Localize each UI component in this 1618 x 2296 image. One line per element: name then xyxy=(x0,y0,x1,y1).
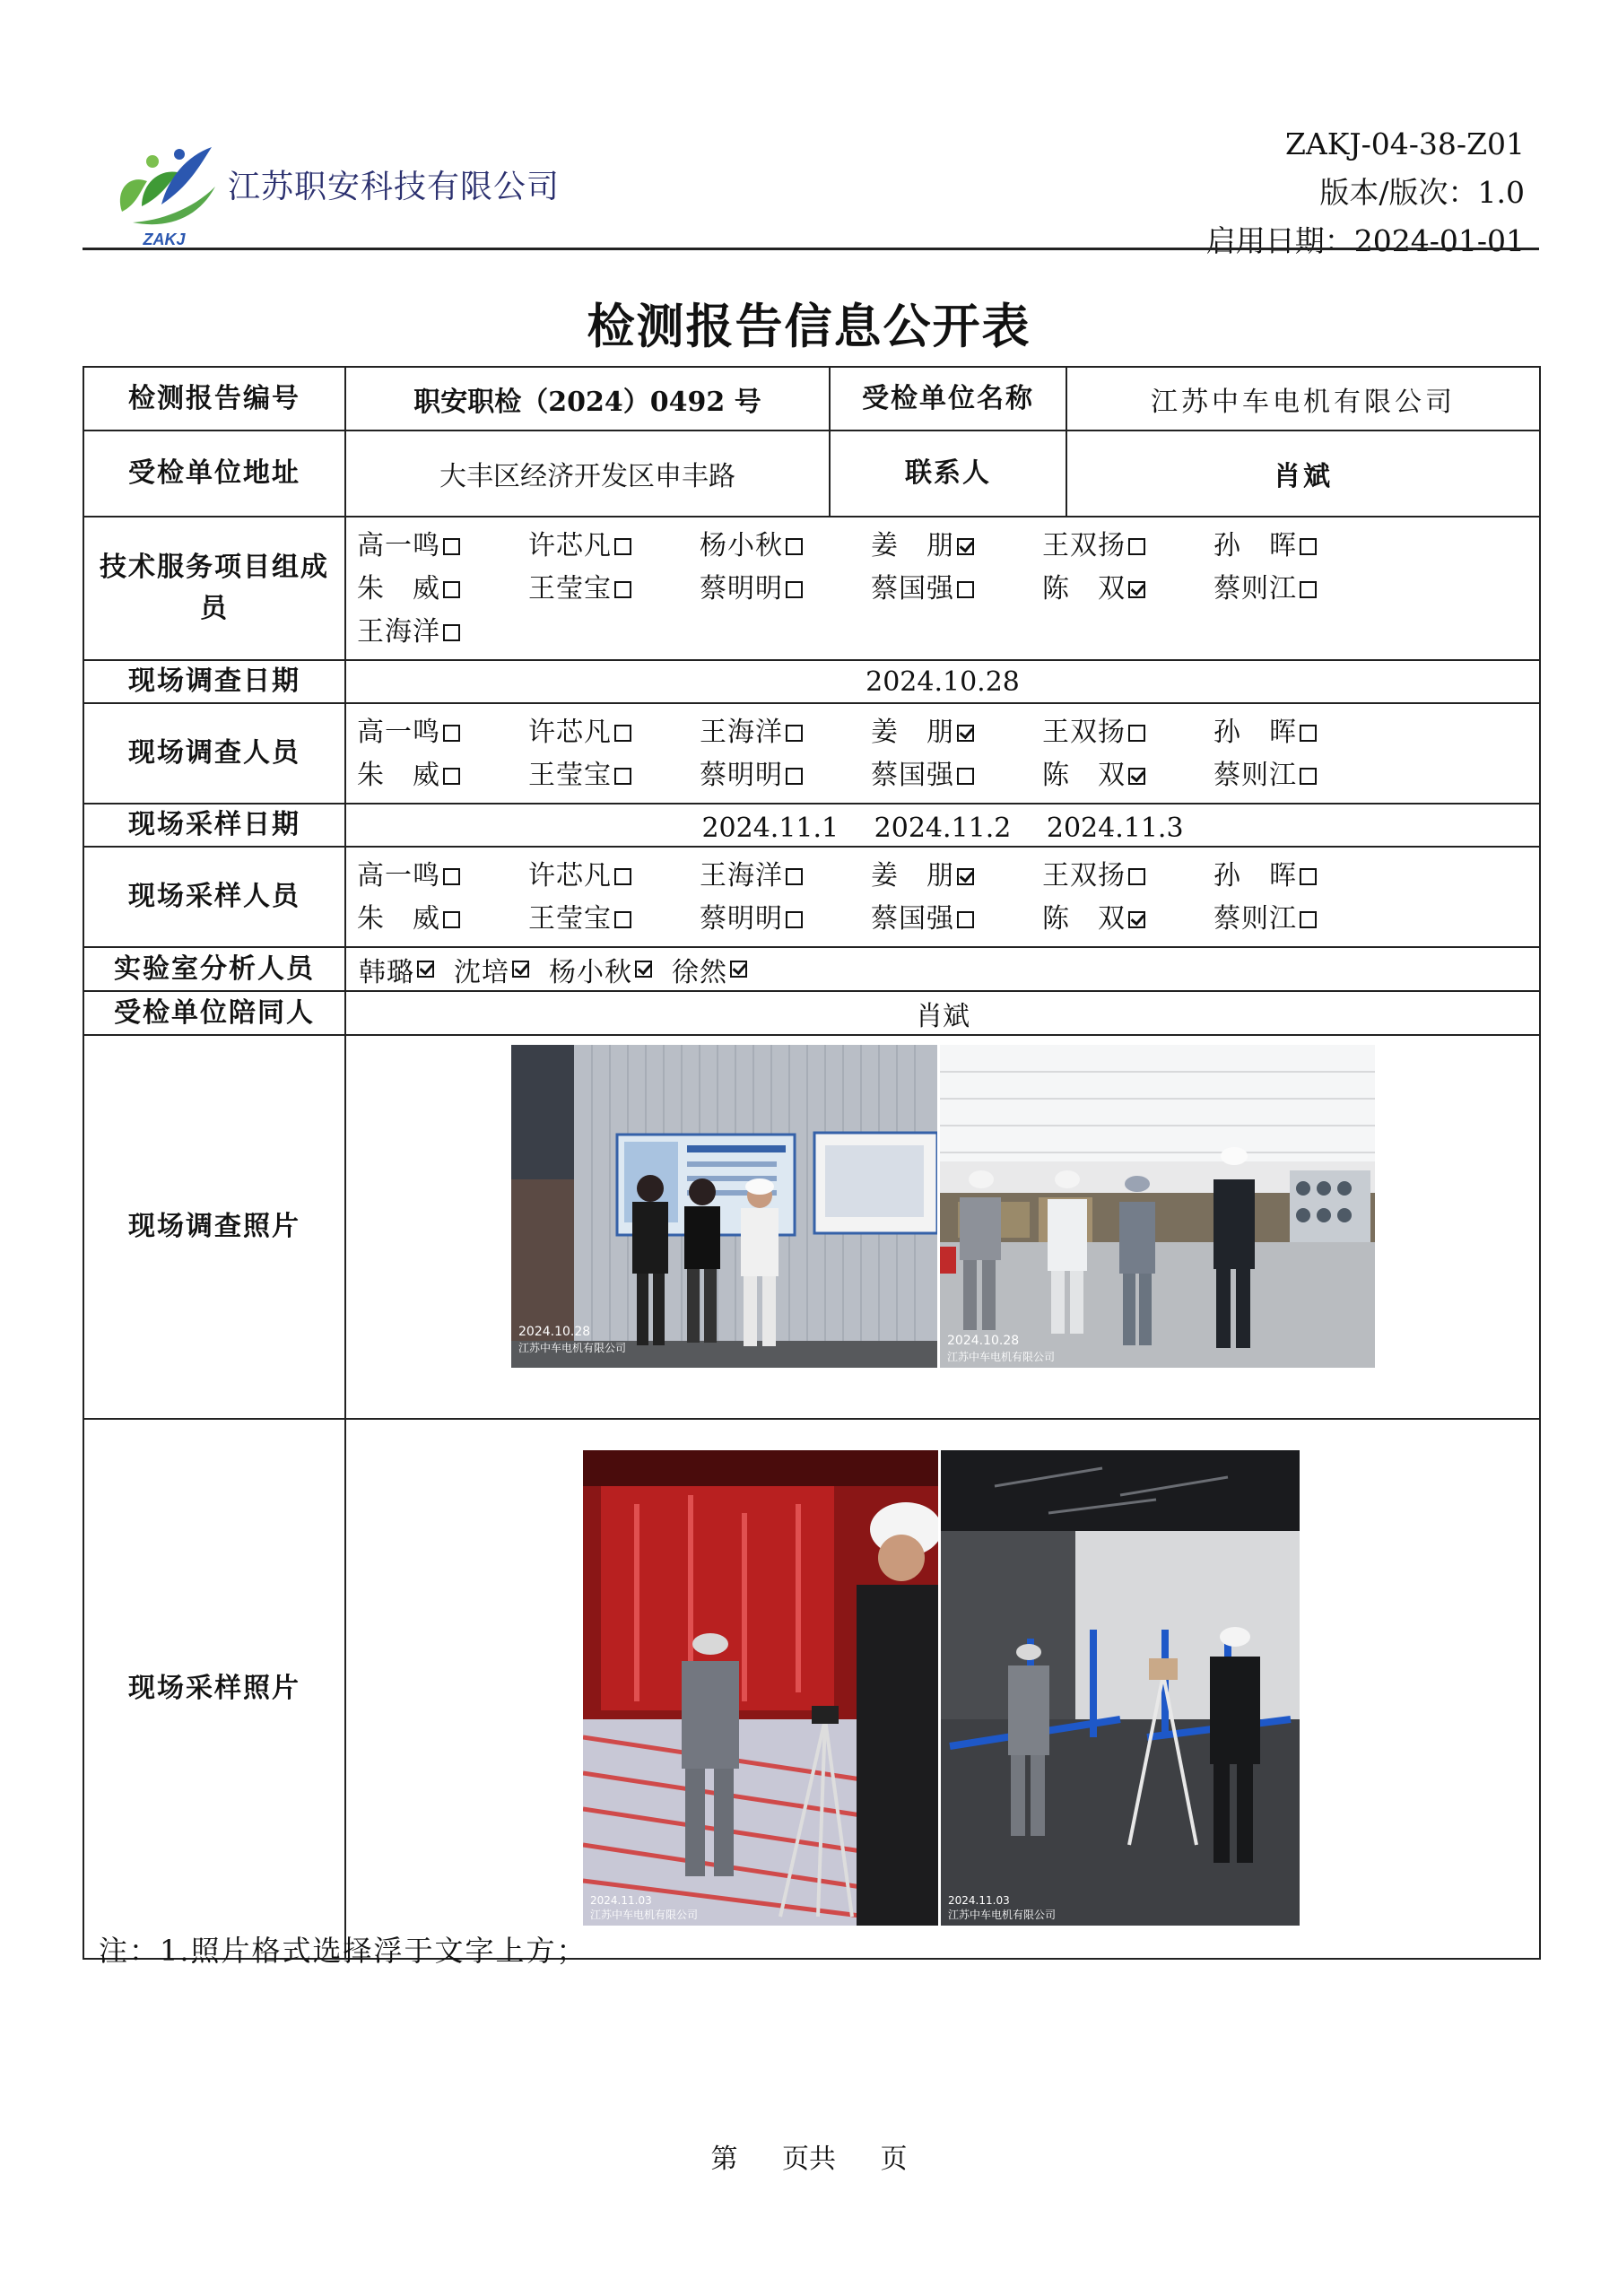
unchecked-box-icon[interactable] xyxy=(443,911,460,928)
name-row xyxy=(357,898,1539,941)
staff-name: 孙 晖 xyxy=(1214,530,1297,561)
checked-box-icon[interactable] xyxy=(730,961,747,978)
unchecked-box-icon[interactable] xyxy=(614,868,631,885)
sampling-date-label: 现场采样日期 xyxy=(83,804,345,847)
staff-entry xyxy=(454,950,529,989)
staff-entry xyxy=(359,950,434,989)
staff-entry xyxy=(871,898,1042,941)
staff-name: 朱 威 xyxy=(357,903,440,935)
sampling-photos-cell xyxy=(345,1419,1540,1959)
staff-entry xyxy=(528,568,700,611)
document-version: 版本/版次：1.0 xyxy=(1319,175,1525,210)
name-row xyxy=(357,754,1539,797)
checked-box-icon[interactable] xyxy=(512,961,529,978)
document-code: ZAKJ-04-38-Z01 xyxy=(1285,126,1525,161)
staff-name: 陈 双 xyxy=(1042,903,1126,935)
sampling-photo-2-stamp: 2024.11.03 xyxy=(948,1894,1010,1907)
staff-entry xyxy=(700,754,871,797)
footer-total: 页共 xyxy=(782,2144,836,2175)
staff-name: 王莹宝 xyxy=(528,573,612,604)
staff-name: 陈 双 xyxy=(1042,760,1126,791)
unchecked-box-icon[interactable] xyxy=(614,581,631,598)
survey-date-value: 2024.10.28 xyxy=(345,660,1540,703)
staff-name: 许芯凡 xyxy=(528,860,612,891)
unchecked-box-icon[interactable] xyxy=(614,911,631,928)
company-logo xyxy=(106,135,222,249)
staff-name: 王海洋 xyxy=(700,717,783,748)
staff-entry xyxy=(871,855,1042,898)
staff-entry xyxy=(1214,754,1385,797)
staff-entry xyxy=(1042,525,1214,568)
unchecked-box-icon[interactable] xyxy=(614,725,631,742)
staff-entry xyxy=(528,898,700,941)
staff-name: 蔡则江 xyxy=(1214,573,1297,604)
address-label: 受检单位地址 xyxy=(83,430,345,517)
staff-entry xyxy=(357,711,528,754)
sampling-photo-1-stamp: 2024.11.03 xyxy=(590,1894,652,1907)
unchecked-box-icon[interactable] xyxy=(1300,911,1317,928)
unchecked-box-icon[interactable] xyxy=(786,868,803,885)
staff-name: 王莹宝 xyxy=(528,903,612,935)
staff-name: 高一鸣 xyxy=(357,860,440,891)
checked-box-icon[interactable] xyxy=(635,961,652,978)
effective-date: 启用日期：2024-01-01 xyxy=(1205,223,1525,258)
sampling-staff xyxy=(345,847,1540,947)
staff-name: 王双扬 xyxy=(1042,530,1126,561)
staff-name: 蔡明明 xyxy=(700,573,783,604)
name-row xyxy=(357,855,1539,898)
staff-name: 孙 晖 xyxy=(1214,860,1297,891)
unchecked-box-icon[interactable] xyxy=(1300,868,1317,885)
checked-box-icon[interactable] xyxy=(417,961,434,978)
unchecked-box-icon[interactable] xyxy=(443,581,460,598)
staff-entry xyxy=(357,525,528,568)
page-title: 检测报告信息公开表 xyxy=(587,300,1031,354)
staff-name: 蔡则江 xyxy=(1214,760,1297,791)
staff-name: 王莹宝 xyxy=(528,760,612,791)
staff-entry xyxy=(1042,855,1214,898)
unchecked-box-icon[interactable] xyxy=(1128,868,1145,885)
staff-name: 蔡国强 xyxy=(871,903,954,935)
staff-name: 王海洋 xyxy=(700,860,783,891)
survey-photo-2 xyxy=(940,1045,1375,1368)
unchecked-box-icon[interactable] xyxy=(1300,725,1317,742)
staff-name: 姜 朋 xyxy=(871,717,954,748)
page-footer xyxy=(0,2136,1618,2176)
survey-photo-1-caption: 江苏中车电机有限公司 xyxy=(518,1342,627,1354)
header-divider xyxy=(83,248,1539,250)
footer-end: 页 xyxy=(880,2144,908,2175)
footer-page: 第 xyxy=(710,2144,738,2175)
staff-entry xyxy=(700,711,871,754)
staff-name: 朱 威 xyxy=(357,760,440,791)
survey-photo-2-caption: 江苏中车电机有限公司 xyxy=(947,1351,1056,1363)
staff-name: 许芯凡 xyxy=(528,717,612,748)
staff-entry xyxy=(357,855,528,898)
report-info-table xyxy=(83,366,1541,1960)
team-label: 技术服务项目组成员 xyxy=(83,517,345,660)
staff-entry xyxy=(528,754,700,797)
unchecked-box-icon[interactable] xyxy=(786,581,803,598)
unchecked-box-icon[interactable] xyxy=(443,868,460,885)
footnote: 注：1.照片格式选择浮于文字上方； xyxy=(99,1934,587,1968)
unit-name-label: 受检单位名称 xyxy=(830,367,1066,430)
staff-name: 杨小秋 xyxy=(549,956,632,988)
staff-name: 高一鸣 xyxy=(357,717,440,748)
checked-box-icon[interactable] xyxy=(957,538,974,555)
survey-staff-label: 现场调查人员 xyxy=(83,703,345,804)
unchecked-box-icon[interactable] xyxy=(614,768,631,785)
unchecked-box-icon[interactable] xyxy=(786,538,803,555)
staff-name: 许芯凡 xyxy=(528,530,612,561)
escort-value: 肖斌 xyxy=(345,991,1540,1035)
staff-entry xyxy=(1214,855,1385,898)
contact-label: 联系人 xyxy=(830,430,1066,517)
unchecked-box-icon[interactable] xyxy=(786,911,803,928)
staff-entry xyxy=(357,898,528,941)
staff-entry xyxy=(1214,711,1385,754)
staff-name: 王海洋 xyxy=(357,616,440,648)
contact-value: 肖斌 xyxy=(1066,430,1540,517)
sampling-photos-label: 现场采样照片 xyxy=(83,1419,345,1959)
unchecked-box-icon[interactable] xyxy=(1128,725,1145,742)
lab-staff xyxy=(345,947,1540,991)
survey-photo-2-stamp: 2024.10.28 xyxy=(947,1334,1020,1348)
team-members xyxy=(345,517,1540,660)
staff-entry xyxy=(871,525,1042,568)
sampling-date-value: 2024.11.1 2024.11.2 2024.11.3 xyxy=(345,804,1540,847)
staff-name: 杨小秋 xyxy=(700,530,783,561)
staff-entry xyxy=(357,611,528,654)
unchecked-box-icon[interactable] xyxy=(443,538,460,555)
staff-entry xyxy=(871,711,1042,754)
unit-name-value: 江苏中车电机有限公司 xyxy=(1066,367,1540,430)
unchecked-box-icon[interactable] xyxy=(1300,538,1317,555)
staff-entry xyxy=(357,568,528,611)
staff-entry xyxy=(672,950,747,989)
staff-entry xyxy=(1042,711,1214,754)
unchecked-box-icon[interactable] xyxy=(1300,581,1317,598)
report-no-value: 职安职检（2024）0492 号 xyxy=(345,367,830,430)
survey-photo-1-stamp: 2024.10.28 xyxy=(518,1325,591,1339)
survey-staff xyxy=(345,703,1540,804)
unchecked-box-icon[interactable] xyxy=(957,911,974,928)
survey-photos-label: 现场调查照片 xyxy=(83,1035,345,1419)
name-row xyxy=(357,525,1539,568)
staff-name: 沈培 xyxy=(454,956,509,988)
checked-box-icon[interactable] xyxy=(1128,911,1145,928)
name-row xyxy=(357,611,1539,654)
survey-date-label: 现场调查日期 xyxy=(83,660,345,703)
staff-name: 姜 朋 xyxy=(871,530,954,561)
checked-box-icon[interactable] xyxy=(1128,581,1145,598)
unchecked-box-icon[interactable] xyxy=(786,725,803,742)
unchecked-box-icon[interactable] xyxy=(957,581,974,598)
address-value: 大丰区经济开发区申丰路 xyxy=(345,430,830,517)
staff-name: 高一鸣 xyxy=(357,530,440,561)
staff-name: 姜 朋 xyxy=(871,860,954,891)
staff-entry xyxy=(1214,525,1385,568)
staff-name: 王双扬 xyxy=(1042,860,1126,891)
sampling-photo-2 xyxy=(941,1450,1300,1926)
unchecked-box-icon[interactable] xyxy=(957,768,974,785)
unchecked-box-icon[interactable] xyxy=(1300,768,1317,785)
staff-entry xyxy=(700,898,871,941)
sampling-photo-1 xyxy=(583,1450,938,1926)
checked-box-icon[interactable] xyxy=(957,725,974,742)
staff-entry xyxy=(528,855,700,898)
staff-entry xyxy=(700,568,871,611)
staff-entry xyxy=(1042,568,1214,611)
staff-name: 孙 晖 xyxy=(1214,717,1297,748)
staff-entry xyxy=(700,525,871,568)
sampling-photo-2-caption: 江苏中车电机有限公司 xyxy=(948,1909,1057,1921)
staff-name: 陈 双 xyxy=(1042,573,1126,604)
checked-box-icon[interactable] xyxy=(1128,768,1145,785)
unchecked-box-icon[interactable] xyxy=(443,768,460,785)
escort-label: 受检单位陪同人 xyxy=(83,991,345,1035)
survey-photos-cell xyxy=(345,1035,1540,1419)
staff-name: 蔡国强 xyxy=(871,760,954,791)
staff-name: 蔡国强 xyxy=(871,573,954,604)
staff-name: 蔡明明 xyxy=(700,903,783,935)
lab-staff-label: 实验室分析人员 xyxy=(83,947,345,991)
staff-entry xyxy=(1214,898,1385,941)
survey-photo-1 xyxy=(511,1045,937,1368)
staff-entry xyxy=(357,754,528,797)
unchecked-box-icon[interactable] xyxy=(614,538,631,555)
staff-entry xyxy=(528,525,700,568)
sampling-staff-label: 现场采样人员 xyxy=(83,847,345,947)
checked-box-icon[interactable] xyxy=(957,868,974,885)
unchecked-box-icon[interactable] xyxy=(443,624,460,641)
staff-entry xyxy=(1042,898,1214,941)
staff-name: 王双扬 xyxy=(1042,717,1126,748)
staff-entry xyxy=(549,950,652,989)
staff-entry xyxy=(1214,568,1385,611)
staff-name: 蔡则江 xyxy=(1214,903,1297,935)
document-meta xyxy=(1206,120,1525,265)
name-row xyxy=(357,711,1539,754)
staff-name: 朱 威 xyxy=(357,573,440,604)
company-name: 江苏职安科技有限公司 xyxy=(228,169,561,205)
staff-entry xyxy=(1042,754,1214,797)
staff-entry xyxy=(700,855,871,898)
unchecked-box-icon[interactable] xyxy=(1128,538,1145,555)
staff-name: 韩璐 xyxy=(359,956,414,988)
name-row xyxy=(357,568,1539,611)
staff-name: 蔡明明 xyxy=(700,760,783,791)
sampling-photo-1-caption: 江苏中车电机有限公司 xyxy=(590,1909,699,1921)
staff-entry xyxy=(871,568,1042,611)
logo-text: ZAKJ xyxy=(143,230,186,248)
staff-name: 徐然 xyxy=(672,956,727,988)
unchecked-box-icon[interactable] xyxy=(443,725,460,742)
staff-entry xyxy=(871,754,1042,797)
report-no-label: 检测报告编号 xyxy=(83,367,345,430)
staff-entry xyxy=(528,711,700,754)
unchecked-box-icon[interactable] xyxy=(786,768,803,785)
